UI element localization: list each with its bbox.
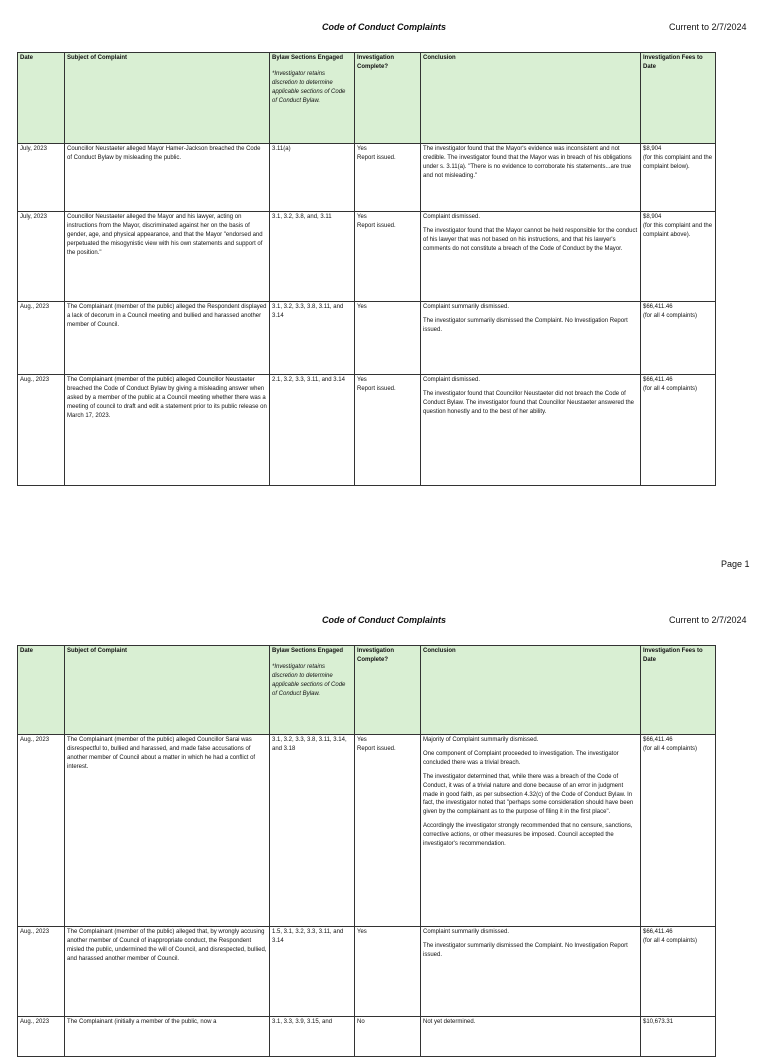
page-title: Code of Conduct Complaints <box>322 22 446 32</box>
cell-fees: $66,411.46 (for all 4 complaints) <box>641 375 716 486</box>
cell-conclusion: Complaint dismissed. The investigator found that the Mayor cannot be held responsible for the conduct of his lawyer that was not based on his instructions, and that his lawyer's comments do not constitute a breach of the Code of Conduct by the Mayor. <box>421 212 641 302</box>
header-subject: Subject of Complaint <box>65 53 270 144</box>
current-to-date-2: Current to 2/7/2024 <box>669 615 747 625</box>
cell-subject: The Complainant (member of the public) alleged the Respondent displayed a lack of decorum in a Council meeting and bullied and harassed another member of Council. <box>65 302 270 375</box>
table-row <box>18 302 716 375</box>
cell-fees: $8,904 (for this complaint and the complaint below). <box>641 144 716 212</box>
table-row <box>18 375 716 486</box>
header-fees: Investigation Fees to Date <box>641 53 716 144</box>
complaints-table-page-1 <box>17 52 716 486</box>
header-date: Date <box>18 53 65 144</box>
cell-date: Aug., 2023 <box>18 1017 65 1057</box>
cell-fees: $66,411.46 (for all 4 complaints) <box>641 927 716 1017</box>
cell-conclusion: Majority of Complaint summarily dismissed. One component of Complaint proceeded to investigation. The investigator concluded there was a trivial breach. The investigator determined that, while there was a breach of the Code of Conduct, it was of a trivial nature and done because of an error in judgment made in good faith, as per subsection 4.32(c) of the Code of Conduct Bylaw. In fact, the investigator noted that "perhaps some consideration should have been given by the complainant as to the purpose of filing it in the first place". Accordingly the investigator strongly recommended that no censure, sanctions, corrective actions, or other measures be imposed. Council accepted the investigator's recommendation. <box>421 735 641 927</box>
cell-subject: The Complainant (initially a member of the public, now a <box>65 1017 270 1057</box>
header-bylaw: Bylaw Sections Engaged *Investigator retains discretion to determine applicable sections of Code of Conduct Bylaw. <box>270 646 355 735</box>
bylaw-note: *Investigator retains discretion to determine applicable sections of Code of Conduct Bylaw. <box>272 70 346 104</box>
bylaw-note: *Investigator retains discretion to determine applicable sections of Code of Conduct Bylaw. <box>272 663 346 697</box>
cell-conclusion: Complaint summarily dismissed. The investigator summarily dismissed the Complaint. No Investigation Report issued. <box>421 302 641 375</box>
header-fees: Investigation Fees to Date <box>641 646 716 735</box>
header-conclusion: Conclusion <box>421 53 641 144</box>
cell-conclusion: The investigator found that the Mayor's evidence was inconsistent and not credible. The investigator found that the Mayor was in breach of his obligations under s. 3.11(a). "There is no evidence to corroborate his statements...are true and not misleading." <box>421 144 641 212</box>
cell-complete: Yes Report issued. <box>355 144 421 212</box>
cell-date: Aug., 2023 <box>18 302 65 375</box>
cell-complete: Yes Report issued. <box>355 375 421 486</box>
table-row <box>18 144 716 212</box>
header-subject: Subject of Complaint <box>65 646 270 735</box>
cell-date: July, 2023 <box>18 144 65 212</box>
cell-date: Aug., 2023 <box>18 735 65 927</box>
header-complete: Investigation Complete? <box>355 53 421 144</box>
table-header-row <box>18 53 716 144</box>
cell-bylaw: 3.11(a) <box>270 144 355 212</box>
header-bylaw: Bylaw Sections Engaged *Investigator retains discretion to determine applicable sections of Code of Conduct Bylaw. <box>270 53 355 144</box>
cell-conclusion: Complaint dismissed. The investigator found that Councillor Neustaeter did not breach the Code of Conduct Bylaw. The investigator found that Councillor Neustaeter answered the question honestly and to the best of her ability. <box>421 375 641 486</box>
cell-date: Aug., 2023 <box>18 375 65 486</box>
cell-date: July, 2023 <box>18 212 65 302</box>
cell-fees: $66,411.46 (for all 4 complaints) <box>641 735 716 927</box>
cell-subject: Councillor Neustaeter alleged the Mayor and his lawyer, acting on instructions from the Mayor, discriminated against her on the basis of gender, age, and physical appearance, and that the Mayor "endorsed and perpetuated the misogynistic view with his own statements and support of the position." <box>65 212 270 302</box>
cell-complete: Yes <box>355 927 421 1017</box>
cell-conclusion: Complaint summarily dismissed. The investigator summarily dismissed the Complaint. No Investigation Report issued. <box>421 927 641 1017</box>
complaints-table-page-2 <box>17 645 716 1057</box>
cell-bylaw: 3.1, 3.2, 3.3, 3.8, 3.11, 3.14, and 3.18 <box>270 735 355 927</box>
cell-subject: The Complainant (member of the public) alleged Councillor Neustaeter breached the Code of Conduct Bylaw by giving a misleading answer when asked by a member of the public at a Council meeting whether there was a meeting of council to draft and edit a statement prior to its public release on March 17, 2023. <box>65 375 270 486</box>
current-to-date: Current to 2/7/2024 <box>669 22 747 32</box>
cell-conclusion: Not yet determined. <box>421 1017 641 1057</box>
page-number: Page 1 <box>721 559 750 569</box>
cell-bylaw: 3.1, 3.2, 3.3, 3.8, 3.11, and 3.14 <box>270 302 355 375</box>
cell-complete: Yes Report issued. <box>355 212 421 302</box>
cell-fees: $10,673.31 <box>641 1017 716 1057</box>
header-complete: Investigation Complete? <box>355 646 421 735</box>
header-conclusion: Conclusion <box>421 646 641 735</box>
table-row <box>18 212 716 302</box>
page-title-2: Code of Conduct Complaints <box>322 615 446 625</box>
cell-subject: The Complainant (member of the public) alleged Councillor Sarai was disrespectful to, bullied and harassed, and made false accusations of another member of Council about a matter in which he had a conflict of interest. <box>65 735 270 927</box>
cell-date: Aug., 2023 <box>18 927 65 1017</box>
cell-complete: No <box>355 1017 421 1057</box>
cell-subject: The Complainant (member of the public) alleged that, by wrongly accusing another member of Council of inappropriate conduct, the Respondent misled the public, undermined the will of Council, and disrespected, bullied, and harassed another member of Council. <box>65 927 270 1017</box>
cell-fees: $66,411.46 (for all 4 complaints) <box>641 302 716 375</box>
cell-complete: Yes <box>355 302 421 375</box>
cell-bylaw: 1.5, 3.1, 3.2, 3.3, 3.11, and 3.14 <box>270 927 355 1017</box>
cell-bylaw: 3.1, 3.2, 3.8, and, 3.11 <box>270 212 355 302</box>
cell-fees: $8,904 (for this complaint and the complaint above). <box>641 212 716 302</box>
cell-bylaw: 3.1, 3.3, 3.9, 3.15, and <box>270 1017 355 1057</box>
cell-complete: Yes Report issued. <box>355 735 421 927</box>
cell-bylaw: 2.1, 3.2, 3.3, 3.11, and 3.14 <box>270 375 355 486</box>
table-header-row <box>18 646 716 735</box>
table-row <box>18 735 716 927</box>
cell-subject: Councillor Neustaeter alleged Mayor Hamer-Jackson breached the Code of Conduct Bylaw by misleading the public. <box>65 144 270 212</box>
table-row <box>18 927 716 1017</box>
table-row <box>18 1017 716 1057</box>
header-date: Date <box>18 646 65 735</box>
